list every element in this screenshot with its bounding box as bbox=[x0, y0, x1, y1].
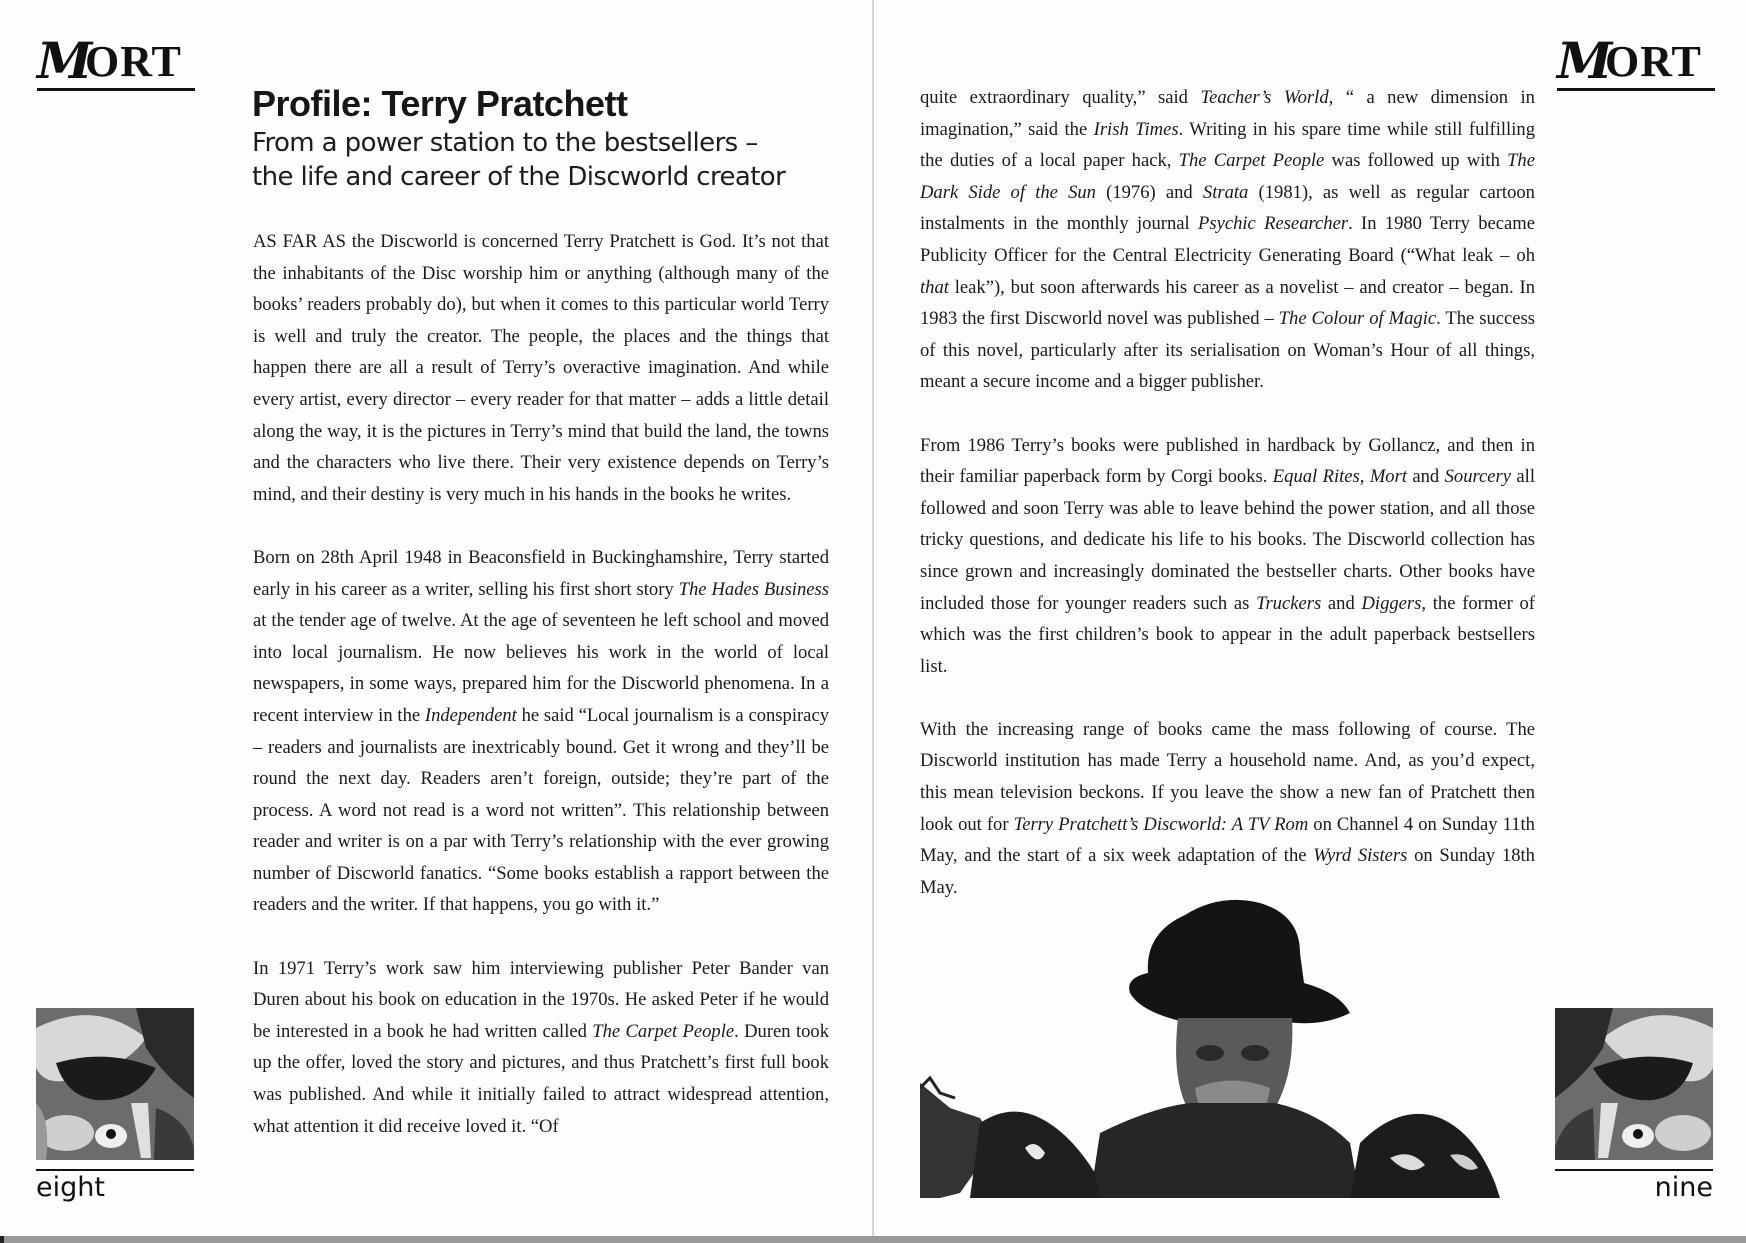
paragraph-text: , the former of which was the first children’s book to appear in the adult paperback bestsellers list. bbox=[920, 592, 1535, 677]
italic-title-text: Strata bbox=[1202, 181, 1249, 203]
paragraph-text: , bbox=[1359, 466, 1370, 488]
italic-title-text: The Dark Side of the Sun bbox=[920, 150, 1535, 203]
article-paragraph bbox=[920, 82, 1535, 398]
italic-title-text: Mort bbox=[1369, 466, 1407, 488]
italic-title-text: The Carpet People bbox=[1178, 150, 1325, 172]
article-subtitle-line-2: the life and career of the Discworld creator bbox=[252, 162, 786, 192]
paragraph-text: In 1971 Terry’s work saw him interviewing publisher Peter Bander van Duren about his book on education in the 1970s. He asked Peter if he would be interested in a book he had written called bbox=[253, 957, 829, 1042]
paragraph-text: Born on 28th April 1948 in Beaconsfield in Buckinghamshire, Terry started early in his career as a writer, selling his first short story bbox=[253, 546, 829, 600]
article-title: Profile: Terry Pratchett bbox=[252, 83, 628, 124]
paragraph-text: . Writing in his spare time while still fulfilling the duties of a local paper hack, bbox=[920, 118, 1535, 172]
article-paragraph bbox=[920, 430, 1535, 683]
paragraph-text: on Sunday 18th May. bbox=[920, 845, 1535, 898]
illustration-left bbox=[36, 1008, 194, 1160]
left-text-column bbox=[253, 226, 829, 1174]
italic-title-text: Equal Rites bbox=[1272, 466, 1360, 488]
paragraph-text: From 1986 Terry’s books were published in hardback by Gollancz, and then in their familiar paperback form by Corgi books. bbox=[920, 434, 1535, 488]
logo-rest: ORT bbox=[85, 37, 182, 86]
italic-title-text: The Colour of Magic bbox=[1278, 308, 1437, 330]
paragraph-text: on Channel 4 on Sunday 11th May, and the start of a six week adaptation of the bbox=[920, 813, 1535, 867]
article-paragraph bbox=[253, 953, 829, 1143]
article-headline bbox=[252, 82, 852, 194]
article-paragraph bbox=[920, 714, 1535, 904]
paragraph-text: (1976) and bbox=[1095, 181, 1203, 203]
italic-title-text: Diggers bbox=[1361, 592, 1422, 614]
italic-title-text: Teacher’s World, bbox=[1200, 87, 1334, 108]
logo-initial: M bbox=[1557, 31, 1613, 90]
paragraph-text: and bbox=[1407, 466, 1445, 488]
paragraph-text: . Duren took up the offer, loved the story and pictures, and thus Pratchett’s first full book was published. And while it initially failed to attract widespread attention, what attention it did receive loved it. “Of bbox=[253, 1020, 829, 1137]
paragraph-text: was followed up with bbox=[1324, 150, 1508, 172]
paragraph-text: (1981), as well as regular cartoon instalments in the monthly journal bbox=[920, 181, 1535, 235]
article-paragraph bbox=[253, 226, 829, 510]
scan-edge bbox=[0, 1236, 1746, 1243]
page-number: nine bbox=[1654, 1172, 1713, 1203]
italic-title-text: Sourcery bbox=[1444, 466, 1512, 488]
italic-title-text: Independent bbox=[424, 704, 517, 726]
author-photo-icon bbox=[920, 893, 1520, 1198]
italic-title-text: that bbox=[920, 276, 949, 298]
italic-title-text: Irish Times bbox=[1093, 118, 1179, 140]
italic-title-text: Terry Pratchett’s Discworld: A TV Rom bbox=[1013, 813, 1309, 835]
italic-title-text: Wyrd Sisters bbox=[1313, 845, 1408, 867]
article-paragraph bbox=[253, 542, 829, 921]
paragraph-text: all followed and soon Terry was able to leave behind the power station, and all those tricky questions, and dedicate his life to his books. The Discworld collection has since grown and increasingly dominated the bestseller charts. Other books have included those for younger readers such as bbox=[920, 466, 1536, 614]
article-subtitle-line-1: From a power station to the bestsellers – bbox=[252, 128, 758, 158]
left-page bbox=[0, 0, 873, 1236]
page-number: eight bbox=[36, 1172, 105, 1203]
discworld-illustration-thumbnail-icon bbox=[1555, 1008, 1713, 1160]
paragraph-text: at the tender age of twelve. At the age of seventeen he left school and moved into local journalism. He now believes his work in the world of local newspapers, in some ways, prepared him for the Discworld phenomena. In a recent interview in the bbox=[253, 610, 829, 726]
paragraph-text: he said “Local journalism is a conspiracy – readers and journalists are inextricably bound. Get it wrong and they’ll be round the next day. Readers aren’t foreign, outside; they’re part of the process. A word not read is a word not written”. This relationship between reader and writer is on a par with Terry’s relationship with the ever growing number of Discworld fanatics. “Some books establish a rapport between the readers and the writer. If that happens, you go with it.” bbox=[253, 704, 829, 916]
italic-title-text: Truckers bbox=[1256, 592, 1322, 614]
discworld-illustration-thumbnail-icon bbox=[36, 1008, 194, 1160]
italic-title-text: The Carpet People bbox=[592, 1020, 735, 1042]
paragraph-text: and bbox=[1321, 592, 1362, 614]
mort-logo-right bbox=[1557, 31, 1715, 91]
paragraph-text: . The success of this novel, particularly after its serialisation on Woman’s Hour of all things, meant a secure income and a bigger publisher. bbox=[920, 308, 1535, 393]
paragraph-text: leak”), but soon afterwards his career as a novelist – and creator – began. In 1983 the first Discworld novel was published – bbox=[920, 276, 1535, 330]
mort-logo-left bbox=[37, 31, 195, 91]
logo-rest: ORT bbox=[1605, 37, 1702, 86]
illustration-right bbox=[1555, 1008, 1713, 1160]
paragraph-text: With the increasing range of books came the mass following of course. The Discworld institution has made Terry a household name. And, as you’d expect, this mean television beckons. If you leave the show a new fan of Pratchett then look out for bbox=[920, 718, 1535, 835]
right-text-column bbox=[920, 82, 1535, 935]
italic-title-text: Psychic Researcher bbox=[1197, 213, 1349, 235]
paragraph-text: quite extraordinary quality,” said bbox=[920, 87, 1201, 108]
italic-title-text: The Hades Business bbox=[678, 578, 829, 600]
paragraph-text: AS FAR AS the Discworld is concerned Terry Pratchett is God. It’s not that the inhabitants of the Disc worship him or anything (although many of the books’ readers probably do), but when it comes to this particular world Terry is well and truly the creator. The people, the places and the things that happen there are all a result of Terry’s overactive imagination. And while every artist, every director – every reader for that matter – adds a little detail along the way, it is the pictures in Terry’s mind that build the land, the towns and the characters who live there. Their very existence depends on Terry’s mind, and their destiny is very much in his hands in the books he writes. bbox=[253, 231, 829, 505]
paragraph-text: . In 1980 Terry became Publicity Officer for the Central Electricity Generating Board (“What leak – oh bbox=[920, 213, 1535, 266]
paragraph-text: “ a new dimension in imagination,” said the bbox=[920, 87, 1535, 140]
author-photo bbox=[920, 893, 1520, 1198]
logo-initial: M bbox=[37, 31, 93, 90]
